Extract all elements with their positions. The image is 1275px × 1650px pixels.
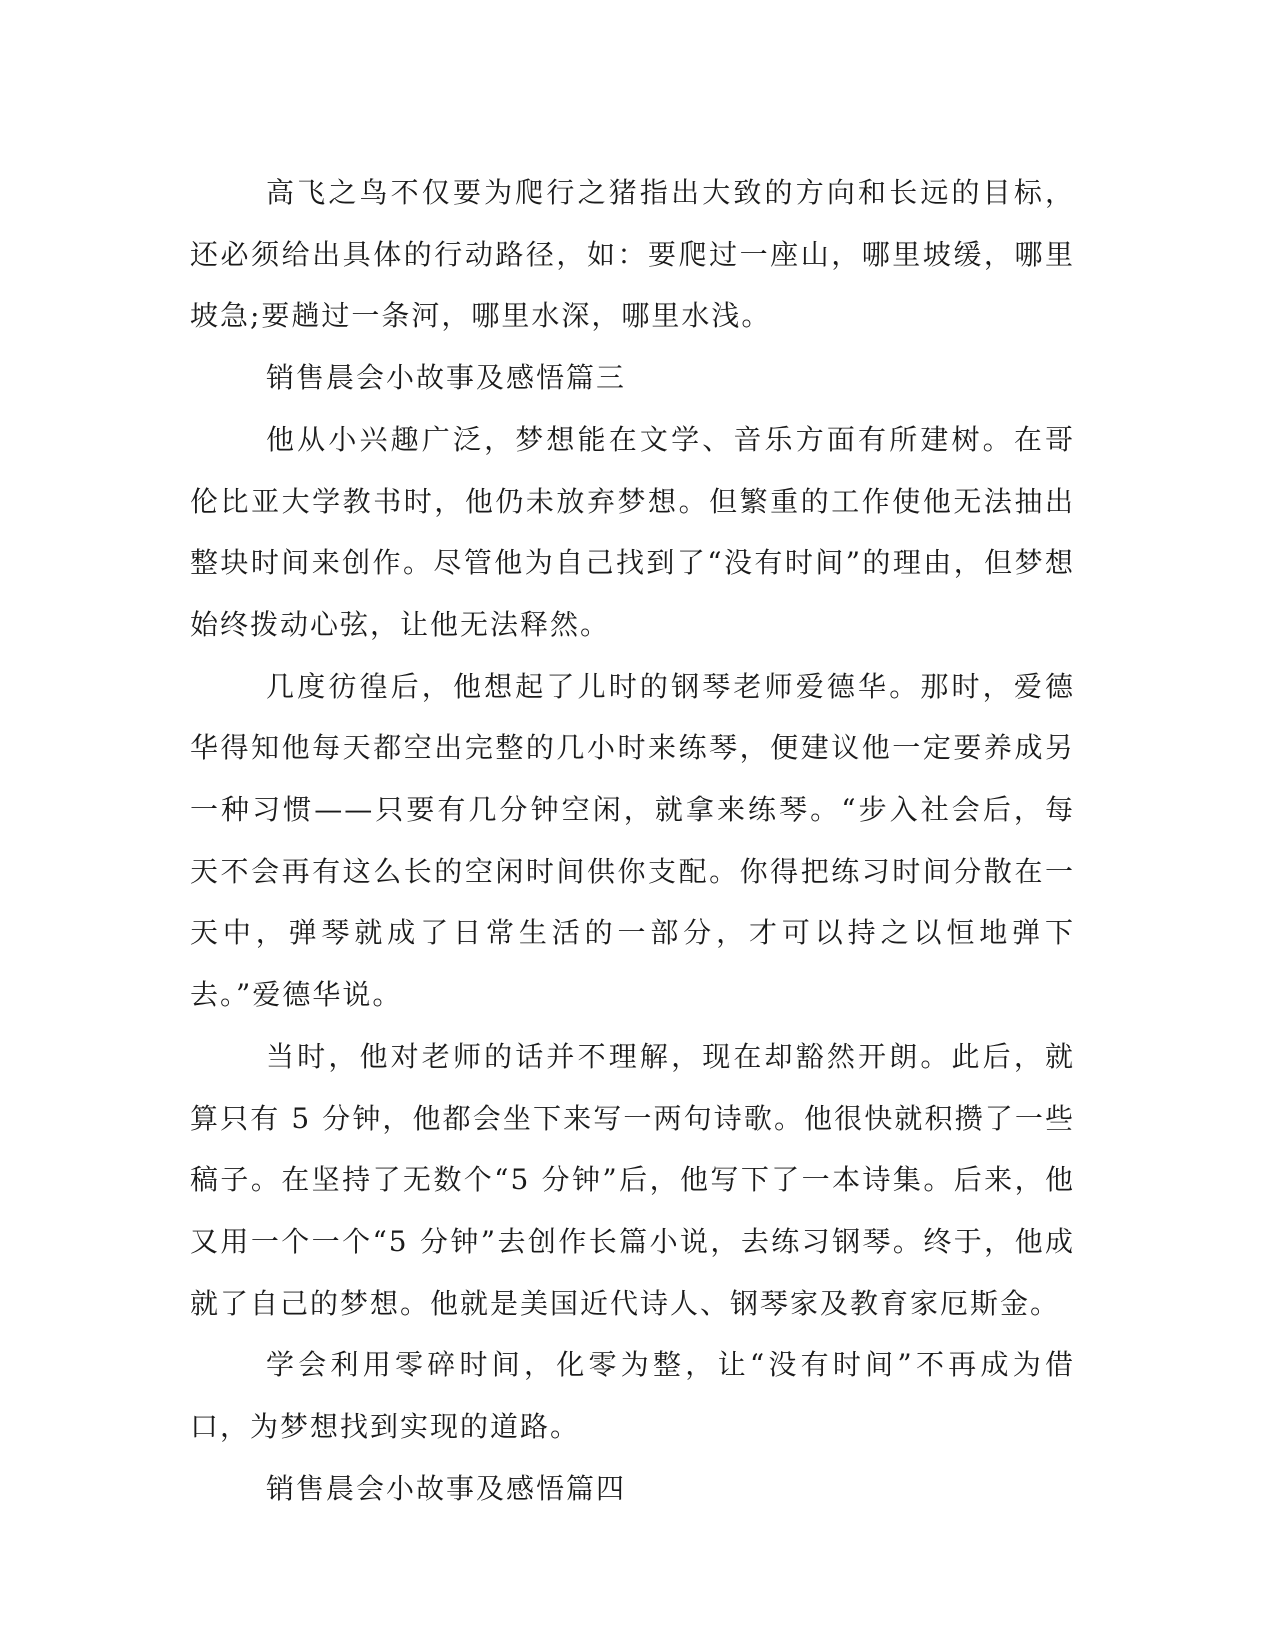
section-heading-part-three: 销售晨会小故事及感悟篇三 bbox=[266, 361, 627, 395]
paragraph-five-minutes: 当时，他对老师的话并不理解，现在却豁然开朗。此后，就算只有 5 分钟，他都会坐下来写一两句诗歌。他很快就积攒了一些稿子。在坚持了无数个“5 分钟”后，他写下了一本诗集。后来，他又用一个一个“5 分钟”去创作长篇小说，去练习钢琴。终于，他成就了自己的梦想。他就是美国近代诗人、钢琴家及教育家厄斯金。 bbox=[190, 1039, 1075, 1320]
document-body bbox=[190, 162, 1075, 1519]
paragraph-lesson: 学会利用零碎时间，化零为整，让“没有时间”不再成为借口，为梦想找到实现的道路。 bbox=[190, 1348, 1075, 1444]
paragraph-piano-teacher: 几度彷徨后，他想起了儿时的钢琴老师爱德华。那时，爱德华得知他每天都空出完整的几小时来练琴，便建议他一定要养成另一种习惯——只要有几分钟空闲，就拿来练琴。“步入社会后，每天不会再有这么长的空闲时间供你支配。你得把练习时间分散在一天中，弹琴就成了日常生活的一部分，才可以持之以恒地弹下去。”爱德华说。 bbox=[190, 669, 1075, 1012]
section-heading-part-four: 销售晨会小故事及感悟篇四 bbox=[266, 1471, 627, 1505]
paragraph-dream: 他从小兴趣广泛，梦想能在文学、音乐方面有所建树。在哥伦比亚大学教书时，他仍未放弃梦想。但繁重的工作使他无法抽出整块时间来创作。尽管他为自己找到了“没有时间”的理由，但梦想始终拨动心弦，让他无法释然。 bbox=[190, 422, 1075, 641]
paragraph-bird-pig: 高飞之鸟不仅要为爬行之猪指出大致的方向和长远的目标，还必须给出具体的行动路径，如：要爬过一座山，哪里坡缓，哪里坡急;要趟过一条河，哪里水深，哪里水浅。 bbox=[190, 176, 1075, 333]
